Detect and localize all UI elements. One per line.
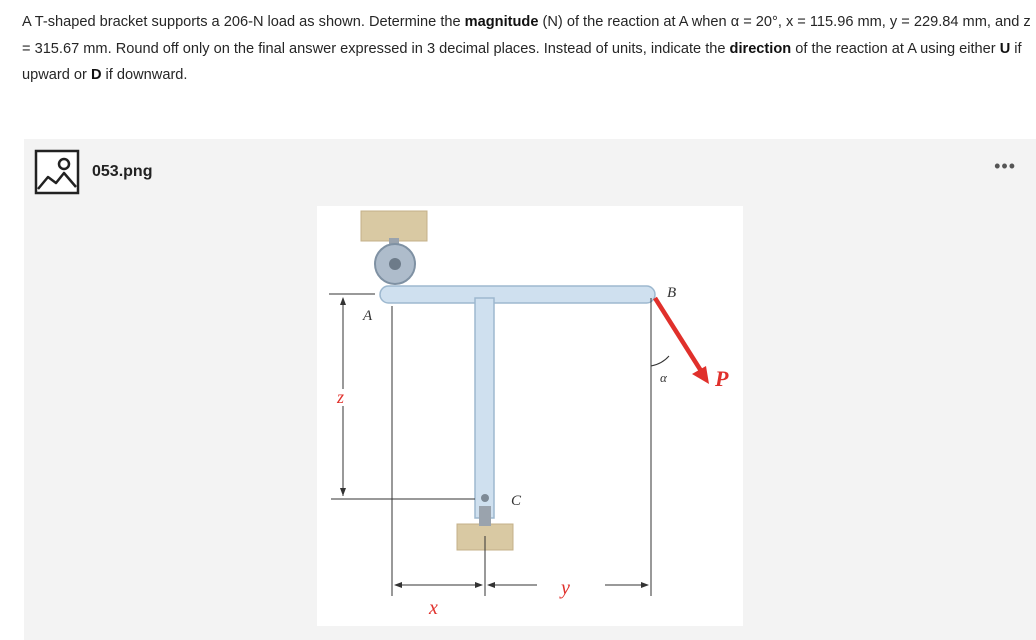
alpha-angle-arc bbox=[651, 356, 669, 366]
bracket-figure bbox=[317, 206, 743, 626]
more-options-button[interactable]: ••• bbox=[994, 156, 1016, 176]
question-text: A T-shaped bracket supports a 206-N load as shown. Determine the magnitude (N) of the reaction at A when α = 20°, x = 115.96 mm, y = 229.84 mm, and z = 315.67 mm. Round off only on the final answer expressed in 3 decimal places. Instead of units, indicate the direction of the reaction at A using either U if upward or D if downward. bbox=[22, 14, 1031, 83]
attachment-card bbox=[24, 139, 1036, 640]
dimension-z bbox=[329, 294, 475, 499]
emphasis-u: U bbox=[999, 40, 1011, 57]
file-name[interactable]: 053.png bbox=[92, 163, 153, 180]
label-alpha: α bbox=[660, 370, 667, 385]
emphasis-d: D bbox=[90, 67, 102, 83]
label-z: z bbox=[337, 387, 345, 407]
bracket-vertical-stem bbox=[475, 298, 494, 518]
top-support-block bbox=[361, 211, 427, 241]
label-y: y bbox=[561, 577, 570, 599]
pin-c bbox=[481, 494, 489, 502]
label-b: B bbox=[667, 285, 677, 301]
force-p-arrow bbox=[655, 298, 703, 374]
emphasis-direction: direction bbox=[729, 40, 792, 57]
dimension-xy bbox=[392, 298, 651, 596]
emphasis-magnitude: magnitude bbox=[464, 14, 539, 30]
label-p: P bbox=[715, 366, 729, 391]
bracket-diagram bbox=[317, 206, 743, 626]
bracket-horizontal-bar bbox=[380, 286, 655, 303]
attachment-header bbox=[34, 149, 152, 195]
label-c: C bbox=[511, 493, 522, 509]
label-x: x bbox=[429, 597, 438, 619]
image-file-icon[interactable] bbox=[34, 149, 80, 195]
label-a: A bbox=[363, 308, 373, 324]
